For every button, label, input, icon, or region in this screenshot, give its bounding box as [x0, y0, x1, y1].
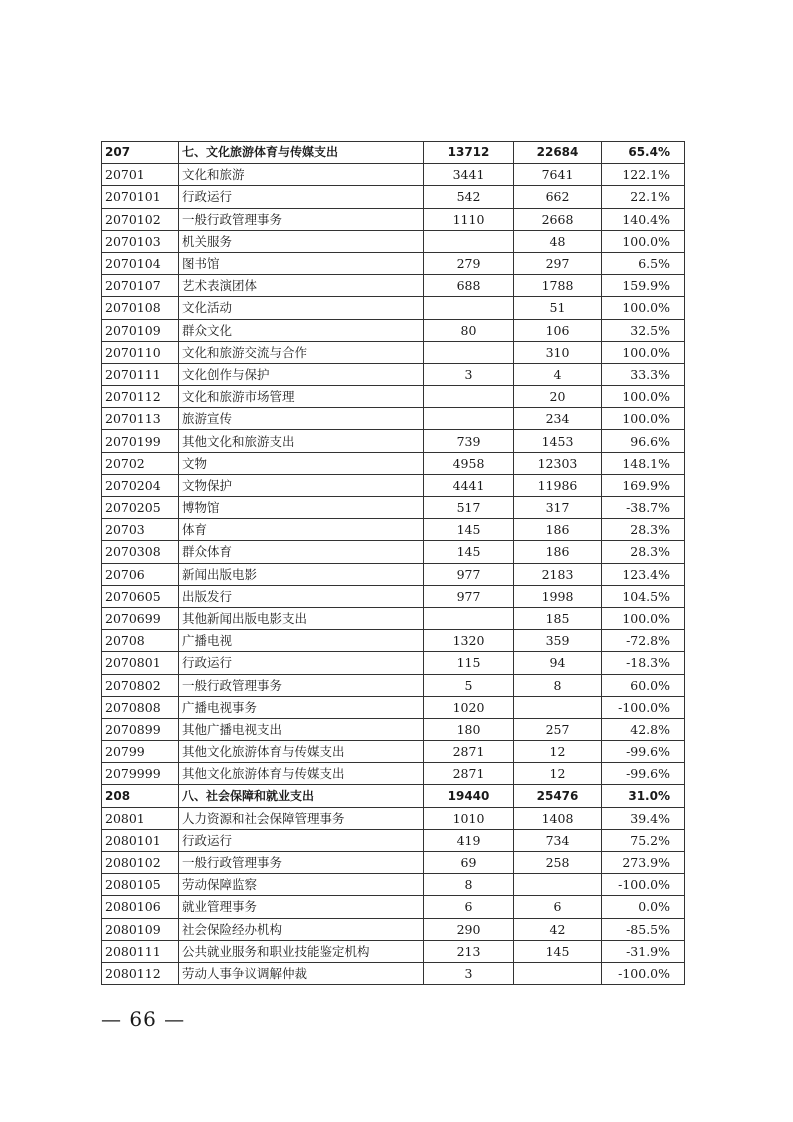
- cell-value-b: 234: [514, 408, 602, 430]
- cell-name: 其他文化旅游体育与传媒支出: [179, 763, 424, 785]
- table-row: [102, 341, 685, 363]
- cell-value-a: 115: [424, 652, 514, 674]
- cell-change: 65.4%: [602, 142, 685, 164]
- table-row: [102, 142, 685, 164]
- cell-name: 行政运行: [179, 652, 424, 674]
- cell-code: 207: [102, 142, 179, 164]
- cell-code: 20708: [102, 630, 179, 652]
- table-row: [102, 408, 685, 430]
- cell-change: 100.0%: [602, 341, 685, 363]
- cell-name: 广播电视: [179, 630, 424, 652]
- cell-change: 140.4%: [602, 208, 685, 230]
- cell-name: 一般行政管理事务: [179, 852, 424, 874]
- cell-value-b: 185: [514, 607, 602, 629]
- cell-code: 2080109: [102, 918, 179, 940]
- cell-value-a: 977: [424, 563, 514, 585]
- cell-change: 148.1%: [602, 452, 685, 474]
- cell-value-b: 106: [514, 319, 602, 341]
- table-row: [102, 319, 685, 341]
- cell-value-a: 3: [424, 962, 514, 984]
- cell-name: 广播电视事务: [179, 696, 424, 718]
- cell-value-a: 8: [424, 874, 514, 896]
- cell-name: 群众体育: [179, 541, 424, 563]
- table-row: [102, 696, 685, 718]
- cell-name: 八、社会保障和就业支出: [179, 785, 424, 807]
- cell-name: 体育: [179, 519, 424, 541]
- cell-value-b: 48: [514, 230, 602, 252]
- cell-value-b: 1408: [514, 807, 602, 829]
- cell-name: 其他广播电视支出: [179, 718, 424, 740]
- cell-code: 2070102: [102, 208, 179, 230]
- cell-change: -72.8%: [602, 630, 685, 652]
- cell-value-b: 12: [514, 763, 602, 785]
- cell-change: 100.0%: [602, 408, 685, 430]
- cell-code: 20799: [102, 741, 179, 763]
- cell-value-a: 1320: [424, 630, 514, 652]
- cell-code: 20706: [102, 563, 179, 585]
- cell-change: -38.7%: [602, 497, 685, 519]
- cell-name: 文物: [179, 452, 424, 474]
- cell-code: 2070199: [102, 430, 179, 452]
- cell-value-a: 145: [424, 519, 514, 541]
- table-row: [102, 430, 685, 452]
- cell-change: 75.2%: [602, 829, 685, 851]
- cell-name: 行政运行: [179, 829, 424, 851]
- cell-code: 2070113: [102, 408, 179, 430]
- table-row: [102, 497, 685, 519]
- cell-value-b: 7641: [514, 164, 602, 186]
- cell-value-b: 1453: [514, 430, 602, 452]
- table-row: [102, 208, 685, 230]
- cell-code: 20703: [102, 519, 179, 541]
- cell-value-b: 12303: [514, 452, 602, 474]
- cell-code: 2070801: [102, 652, 179, 674]
- cell-name: 社会保险经办机构: [179, 918, 424, 940]
- cell-change: 100.0%: [602, 230, 685, 252]
- cell-code: 2070802: [102, 674, 179, 696]
- cell-value-a: [424, 386, 514, 408]
- cell-value-a: 3: [424, 363, 514, 385]
- table-row: [102, 452, 685, 474]
- cell-code: 2070308: [102, 541, 179, 563]
- cell-name: 其他文化和旅游支出: [179, 430, 424, 452]
- table-row: [102, 519, 685, 541]
- cell-value-a: 5: [424, 674, 514, 696]
- cell-name: 劳动人事争议调解仲裁: [179, 962, 424, 984]
- table-row: [102, 630, 685, 652]
- table-row: [102, 186, 685, 208]
- cell-value-a: 213: [424, 940, 514, 962]
- cell-value-a: 69: [424, 852, 514, 874]
- cell-value-b: 22684: [514, 142, 602, 164]
- cell-name: 行政运行: [179, 186, 424, 208]
- cell-value-b: 1788: [514, 275, 602, 297]
- cell-value-a: 279: [424, 252, 514, 274]
- cell-name: 其他文化旅游体育与传媒支出: [179, 741, 424, 763]
- cell-value-b: 310: [514, 341, 602, 363]
- cell-change: 42.8%: [602, 718, 685, 740]
- cell-name: 七、文化旅游体育与传媒支出: [179, 142, 424, 164]
- table-body: [102, 142, 685, 985]
- cell-name: 一般行政管理事务: [179, 674, 424, 696]
- cell-value-b: 4: [514, 363, 602, 385]
- cell-name: 劳动保障监察: [179, 874, 424, 896]
- cell-value-a: 180: [424, 718, 514, 740]
- cell-code: 2070112: [102, 386, 179, 408]
- cell-value-a: 290: [424, 918, 514, 940]
- table-row: [102, 674, 685, 696]
- cell-value-b: 2668: [514, 208, 602, 230]
- cell-code: 2080102: [102, 852, 179, 874]
- cell-value-a: [424, 341, 514, 363]
- cell-name: 旅游宣传: [179, 408, 424, 430]
- cell-change: 60.0%: [602, 674, 685, 696]
- cell-value-a: 1110: [424, 208, 514, 230]
- cell-value-a: 688: [424, 275, 514, 297]
- cell-name: 博物馆: [179, 497, 424, 519]
- cell-value-b: 662: [514, 186, 602, 208]
- cell-name: 文物保护: [179, 474, 424, 496]
- cell-code: 2070899: [102, 718, 179, 740]
- cell-code: 2079999: [102, 763, 179, 785]
- cell-value-b: 25476: [514, 785, 602, 807]
- cell-value-a: 419: [424, 829, 514, 851]
- cell-change: 31.0%: [602, 785, 685, 807]
- table-row: [102, 652, 685, 674]
- cell-value-a: 1010: [424, 807, 514, 829]
- cell-value-b: 1998: [514, 585, 602, 607]
- table-row: [102, 230, 685, 252]
- table-row: [102, 852, 685, 874]
- cell-code: 2070808: [102, 696, 179, 718]
- cell-value-a: 80: [424, 319, 514, 341]
- cell-value-b: 11986: [514, 474, 602, 496]
- cell-code: 2070109: [102, 319, 179, 341]
- cell-code: 2070605: [102, 585, 179, 607]
- cell-value-b: 2183: [514, 563, 602, 585]
- cell-value-a: 1020: [424, 696, 514, 718]
- cell-change: 32.5%: [602, 319, 685, 341]
- cell-value-b: 20: [514, 386, 602, 408]
- table-row: [102, 918, 685, 940]
- cell-code: 208: [102, 785, 179, 807]
- cell-value-a: [424, 408, 514, 430]
- cell-code: 2070205: [102, 497, 179, 519]
- cell-value-a: 977: [424, 585, 514, 607]
- cell-value-a: 739: [424, 430, 514, 452]
- cell-change: -99.6%: [602, 741, 685, 763]
- cell-value-a: [424, 230, 514, 252]
- cell-value-a: 3441: [424, 164, 514, 186]
- cell-value-b: 186: [514, 541, 602, 563]
- cell-change: 96.6%: [602, 430, 685, 452]
- cell-value-a: 517: [424, 497, 514, 519]
- cell-value-b: 257: [514, 718, 602, 740]
- cell-value-a: 4441: [424, 474, 514, 496]
- cell-code: 2070101: [102, 186, 179, 208]
- cell-value-a: 19440: [424, 785, 514, 807]
- cell-code: 2070108: [102, 297, 179, 319]
- cell-code: 2070111: [102, 363, 179, 385]
- cell-change: 100.0%: [602, 297, 685, 319]
- cell-value-a: 4958: [424, 452, 514, 474]
- cell-name: 文化和旅游: [179, 164, 424, 186]
- cell-change: 123.4%: [602, 563, 685, 585]
- table-row: [102, 785, 685, 807]
- cell-value-b: 6: [514, 896, 602, 918]
- table-row: [102, 563, 685, 585]
- table-row: [102, 874, 685, 896]
- cell-value-b: [514, 962, 602, 984]
- budget-table: [101, 141, 685, 985]
- cell-name: 其他新闻出版电影支出: [179, 607, 424, 629]
- cell-change: 22.1%: [602, 186, 685, 208]
- cell-value-b: [514, 696, 602, 718]
- cell-change: 159.9%: [602, 275, 685, 297]
- table-row: [102, 829, 685, 851]
- cell-value-a: 145: [424, 541, 514, 563]
- cell-code: 2070104: [102, 252, 179, 274]
- cell-change: 33.3%: [602, 363, 685, 385]
- table-row: [102, 718, 685, 740]
- table-row: [102, 363, 685, 385]
- cell-value-b: 186: [514, 519, 602, 541]
- cell-value-b: 258: [514, 852, 602, 874]
- table-row: [102, 940, 685, 962]
- cell-value-b: 145: [514, 940, 602, 962]
- table-row: [102, 962, 685, 984]
- cell-change: 39.4%: [602, 807, 685, 829]
- table-row: [102, 741, 685, 763]
- cell-name: 机关服务: [179, 230, 424, 252]
- cell-code: 2080112: [102, 962, 179, 984]
- cell-code: 20801: [102, 807, 179, 829]
- cell-change: 273.9%: [602, 852, 685, 874]
- cell-code: 2080106: [102, 896, 179, 918]
- cell-name: 新闻出版电影: [179, 563, 424, 585]
- table-row: [102, 474, 685, 496]
- table-row: [102, 297, 685, 319]
- cell-code: 2070204: [102, 474, 179, 496]
- table-row: [102, 807, 685, 829]
- cell-code: 2070103: [102, 230, 179, 252]
- cell-code: 2080101: [102, 829, 179, 851]
- cell-value-b: 317: [514, 497, 602, 519]
- table-row: [102, 585, 685, 607]
- cell-value-b: [514, 874, 602, 896]
- cell-value-a: [424, 297, 514, 319]
- cell-name: 一般行政管理事务: [179, 208, 424, 230]
- table-row: [102, 275, 685, 297]
- table-row: [102, 896, 685, 918]
- page-number: — 66 —: [101, 1007, 186, 1031]
- cell-name: 就业管理事务: [179, 896, 424, 918]
- cell-code: 2080105: [102, 874, 179, 896]
- cell-change: 169.9%: [602, 474, 685, 496]
- table-row: [102, 763, 685, 785]
- cell-value-a: 13712: [424, 142, 514, 164]
- cell-change: 0.0%: [602, 896, 685, 918]
- cell-value-b: 94: [514, 652, 602, 674]
- cell-change: 6.5%: [602, 252, 685, 274]
- cell-name: 人力资源和社会保障管理事务: [179, 807, 424, 829]
- cell-name: 文化和旅游市场管理: [179, 386, 424, 408]
- cell-value-a: 6: [424, 896, 514, 918]
- cell-value-a: 542: [424, 186, 514, 208]
- table-row: [102, 541, 685, 563]
- cell-change: -100.0%: [602, 874, 685, 896]
- cell-value-b: 297: [514, 252, 602, 274]
- cell-change: 122.1%: [602, 164, 685, 186]
- cell-name: 出版发行: [179, 585, 424, 607]
- table-row: [102, 164, 685, 186]
- cell-name: 图书馆: [179, 252, 424, 274]
- table-row: [102, 607, 685, 629]
- cell-name: 文化活动: [179, 297, 424, 319]
- cell-change: -99.6%: [602, 763, 685, 785]
- cell-change: 28.3%: [602, 541, 685, 563]
- cell-value-b: 8: [514, 674, 602, 696]
- cell-name: 公共就业服务和职业技能鉴定机构: [179, 940, 424, 962]
- cell-value-a: 2871: [424, 763, 514, 785]
- cell-code: 20702: [102, 452, 179, 474]
- cell-code: 2080111: [102, 940, 179, 962]
- cell-code: 2070110: [102, 341, 179, 363]
- cell-change: 100.0%: [602, 607, 685, 629]
- cell-change: -85.5%: [602, 918, 685, 940]
- cell-code: 2070107: [102, 275, 179, 297]
- cell-name: 群众文化: [179, 319, 424, 341]
- cell-code: 2070699: [102, 607, 179, 629]
- cell-name: 艺术表演团体: [179, 275, 424, 297]
- cell-name: 文化和旅游交流与合作: [179, 341, 424, 363]
- cell-value-a: 2871: [424, 741, 514, 763]
- cell-code: 20701: [102, 164, 179, 186]
- cell-change: 104.5%: [602, 585, 685, 607]
- cell-value-b: 42: [514, 918, 602, 940]
- cell-change: -31.9%: [602, 940, 685, 962]
- cell-change: -18.3%: [602, 652, 685, 674]
- cell-change: 100.0%: [602, 386, 685, 408]
- cell-value-b: 734: [514, 829, 602, 851]
- table-row: [102, 386, 685, 408]
- cell-value-a: [424, 607, 514, 629]
- cell-value-b: 12: [514, 741, 602, 763]
- cell-value-b: 359: [514, 630, 602, 652]
- cell-name: 文化创作与保护: [179, 363, 424, 385]
- table-row: [102, 252, 685, 274]
- cell-value-b: 51: [514, 297, 602, 319]
- cell-change: -100.0%: [602, 696, 685, 718]
- cell-change: 28.3%: [602, 519, 685, 541]
- cell-change: -100.0%: [602, 962, 685, 984]
